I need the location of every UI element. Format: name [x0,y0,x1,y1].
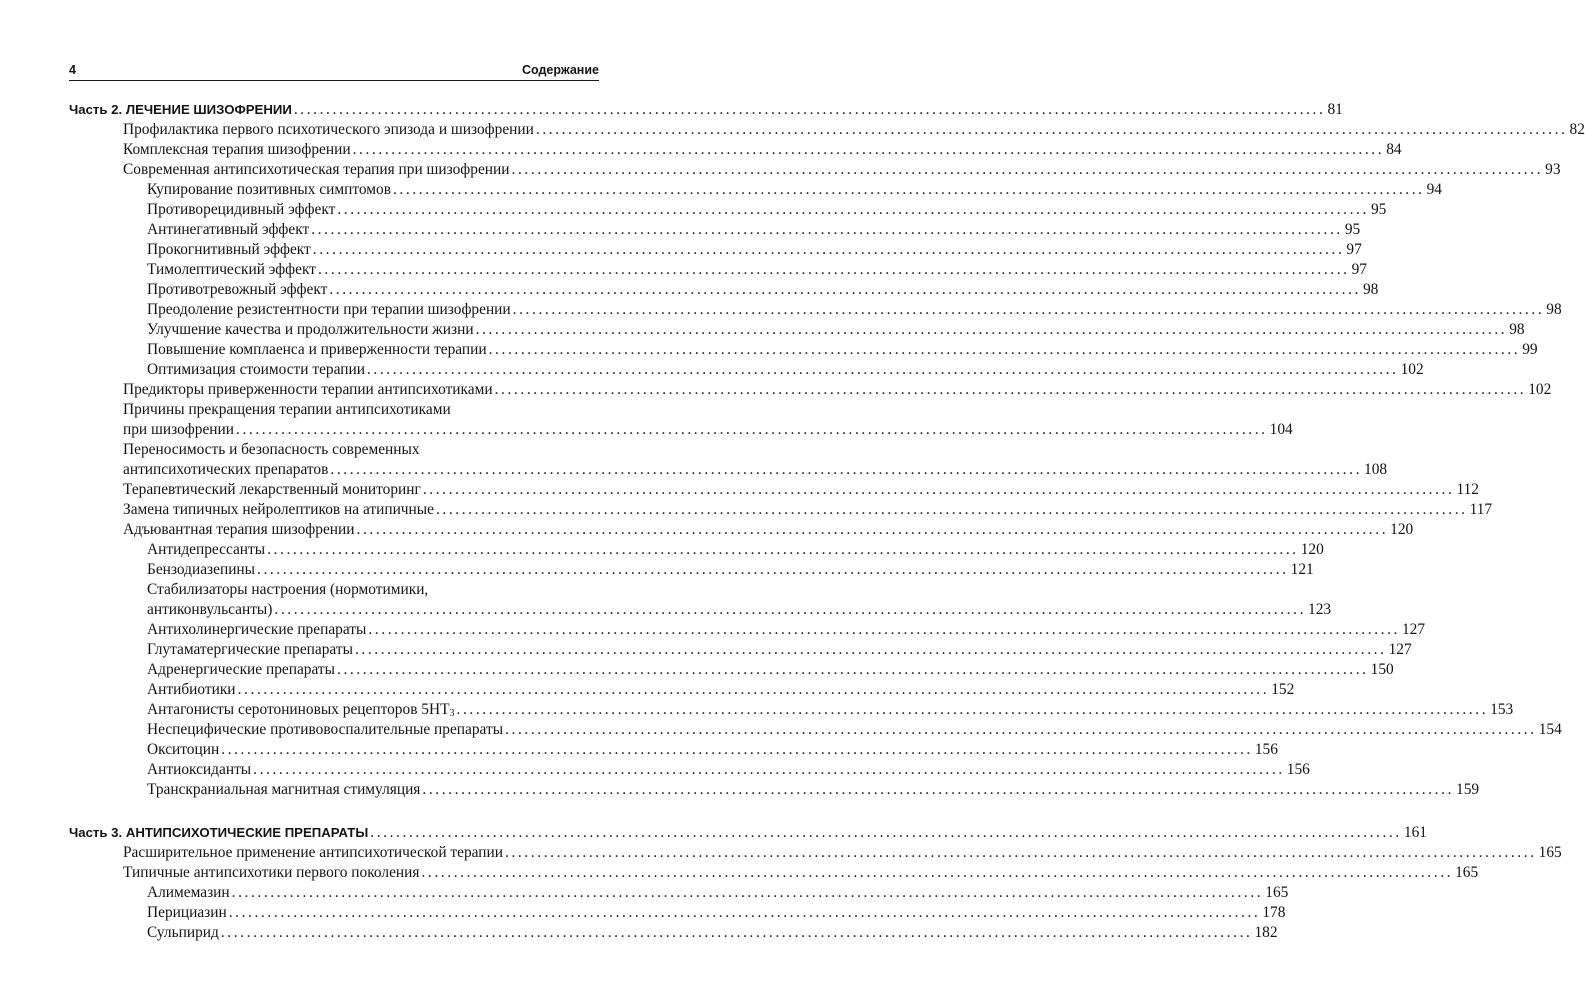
toc-subentry-title: Бензодиазепины [147,561,256,578]
toc-subentry[interactable] [69,300,1562,320]
toc-page: 121 [1290,561,1314,578]
toc-entry-title-continued: при шизофрении [123,421,234,438]
toc-entry[interactable] [69,160,1561,180]
toc-entry-title: Типичные антипсихотики первого поколения [123,864,420,881]
toc-subentry-title: Транскраниальная магнитная стимуляция [147,781,421,798]
toc-subentry-title [147,700,455,720]
toc-entry-title-continued: антипсихотических препаратов [123,461,329,478]
toc-page: 98 [1546,301,1562,318]
toc-subentry-title: Тимолептический эффект [147,261,316,278]
toc-page: 94 [1426,181,1442,198]
toc-page: 97 [1346,241,1362,258]
toc-subentry-title: Окситоцин [147,741,220,758]
toc-subentry-title: Адренергические препараты [147,661,335,678]
toc-page: 156 [1254,741,1278,758]
toc-entry[interactable] [69,843,1562,863]
toc-entry[interactable] [69,863,1479,883]
toc-subentry[interactable] [69,903,1286,923]
dot-leader: ................................................................................................................................................................ [435,501,1468,518]
toc-page: 93 [1545,161,1561,178]
toc-subentry[interactable] [69,680,1295,700]
dot-leader: ................................................................................................................................................................ [366,361,1399,378]
dot-leader: ................................................................................................................................................................ [494,381,1527,398]
toc-subentry-title: Антидепрессанты [147,541,266,558]
toc-page: 102 [1528,381,1552,398]
toc-page: 154 [1538,721,1562,738]
toc-entry[interactable] [69,380,1552,400]
toc-page: 108 [1364,461,1388,478]
toc-subentry[interactable] [69,640,1412,660]
toc-entry-first-line[interactable] [69,440,599,460]
toc-subentry[interactable] [69,320,1525,340]
toc-subentry[interactable] [69,200,1387,220]
toc-subentry[interactable] [69,720,1562,740]
toc-entry[interactable] [69,460,1388,480]
toc-subentry-title: Противорецидивный эффект [147,201,336,218]
toc-page: 152 [1271,681,1295,698]
dot-leader: ................................................................................................................................................................ [329,281,1361,298]
toc-page: 123 [1308,601,1332,618]
dot-leader: ................................................................................................................................................................ [488,341,1521,358]
toc-subentry[interactable] [69,780,1480,800]
table-of-contents [69,100,1585,943]
toc-subentry-title: Антибиотики [147,681,236,698]
dot-leader: ................................................................................................................................................................ [368,621,1400,638]
dot-leader: ................................................................................................................................................................ [312,241,1345,258]
page-number: 4 [69,63,76,77]
toc-page: 95 [1370,201,1387,218]
dot-leader: ................................................................................................................................................................ [231,884,1264,901]
dot-leader: ................................................................................................................................................................ [220,924,1253,941]
running-title: Содержание [521,63,599,77]
toc-subentry[interactable] [69,260,1367,280]
toc-part-title: Часть 2. ЛЕЧЕНИЕ ШИЗОФРЕНИИ [69,102,292,117]
toc-entry-title: Профилактика первого психотического эпизода и шизофрении [123,121,534,138]
toc-page: 165 [1538,844,1562,861]
toc-subentry[interactable] [69,660,1394,680]
toc-page: 178 [1262,904,1286,921]
toc-subentry-title: Преодоление резистентности при терапии шизофрении [147,301,511,318]
toc-subentry-title: Противотревожный эффект [147,281,328,298]
dot-leader: ................................................................................................................................................................ [535,121,1568,138]
dot-leader: ................................................................................................................................................................ [337,661,1369,678]
toc-subentry[interactable] [69,923,1278,943]
toc-entry[interactable] [69,500,1493,520]
toc-page: 156 [1286,761,1310,778]
toc-subentry[interactable] [69,180,1442,200]
toc-page: 153 [1490,701,1514,718]
toc-subentry-title: Алимемазин [147,884,230,901]
toc-entry[interactable] [69,520,1414,540]
toc-subentry-title: Неспецифические противовоспалительные препараты [147,721,504,738]
toc-subentry[interactable] [69,883,1289,903]
toc-subentry[interactable] [69,600,1332,620]
dot-leader: ................................................................................................................................................................ [456,701,1489,718]
toc-subentry[interactable] [69,560,1314,580]
toc-subentry[interactable] [69,620,1426,640]
subscript: 3 [449,708,455,719]
toc-subentry[interactable] [69,760,1310,780]
toc-subentry[interactable] [69,240,1362,260]
toc-entry[interactable] [69,140,1402,160]
toc-subentry-title: Купирование позитивных симптомов [147,181,391,198]
toc-page: 117 [1469,501,1493,518]
toc-page: 165 [1265,884,1289,901]
toc-subentry[interactable] [69,220,1361,240]
dot-leader: ................................................................................................................................................................ [311,221,1343,238]
toc-subentry-title: Сульпирид [147,924,219,941]
toc-entry-title: Переносимость и безопасность современных [123,441,420,458]
toc-entry-title: Комплексная терапия шизофрении [123,141,351,158]
toc-subentry[interactable] [69,700,1514,720]
toc-entry-title: Адъювантная терапия шизофрении [123,521,355,538]
dot-leader: ................................................................................................................................................................ [352,141,1385,158]
toc-page: 165 [1455,864,1479,881]
toc-page: 95 [1344,221,1361,238]
toc-page: 182 [1254,924,1278,941]
toc-entry-title: Расширительное применение антипсихотической терапии [123,844,504,861]
toc-subentry-title: Перициазин [147,904,227,921]
toc-page: 98 [1362,281,1379,298]
toc-entry-title: Замена типичных нейролептиков на атипичные [123,501,434,518]
toc-page: 161 [1403,824,1427,841]
toc-entry-first-line[interactable] [69,400,599,420]
dot-leader: ................................................................................................................................................................ [511,161,1544,178]
toc-part-title: Часть 3. АНТИПСИХОТИЧЕСКИЕ ПРЕПАРАТЫ [69,825,369,840]
dot-leader: ................................................................................................................................................................ [257,561,1289,578]
toc-entry-title: Причины прекращения терапии антипсихотиками [123,401,451,418]
dot-leader: ................................................................................................................................................................ [392,181,1425,198]
toc-entry[interactable] [69,480,1479,500]
dot-leader: ................................................................................................................................................................ [356,521,1389,538]
toc-part[interactable] [69,100,1343,120]
dot-leader: ................................................................................................................................................................ [237,681,1270,698]
toc-subentry-title: Оптимизация стоимости терапии [147,361,365,378]
dot-leader: ................................................................................................................................................................ [422,481,1455,498]
toc-subentry-title: Стабилизаторы настроения (нормотимики, [147,581,429,598]
header-rule [69,80,599,81]
toc-page: 82 [1569,121,1585,138]
dot-leader: ................................................................................................................................................................ [274,601,1307,618]
toc-page: 104 [1269,421,1293,438]
toc-page: 127 [1401,621,1426,638]
toc-page: 81 [1327,101,1343,118]
toc-subentry-title: Антиоксиданты [147,761,252,778]
toc-page: 112 [1456,481,1479,498]
toc-page: 150 [1370,661,1394,678]
toc-page: 120 [1300,541,1324,558]
dot-leader: ................................................................................................................................................................ [317,261,1350,278]
dot-leader: ................................................................................................................................................................ [330,461,1363,478]
dot-leader: ................................................................................................................................................................ [267,541,1299,558]
toc-subentry-title-main: Антагонисты серотониновых рецепторов 5HT [147,701,450,718]
dot-leader: ................................................................................................................................................................ [422,781,1455,798]
toc-subentry-title: Глутаматергические препараты [147,641,353,658]
toc-entry-title: Терапевтический лекарственный мониторинг [123,481,421,498]
dot-leader: ................................................................................................................................................................ [337,201,1369,218]
toc-page: 120 [1390,521,1414,538]
toc-subentry-first-line[interactable] [69,580,599,600]
toc-subentry-title: Антинегативный эффект [147,221,310,238]
running-header [69,63,599,79]
toc-subentry-title: Улучшение качества и продолжительности жизни [147,321,474,338]
dot-leader: ................................................................................................................................................................ [221,741,1253,758]
dot-leader: ................................................................................................................................................................ [421,864,1454,881]
dot-leader: ................................................................................................................................................................ [505,721,1537,738]
toc-subentry[interactable] [69,540,1324,560]
toc-entry-title: Современная антипсихотическая терапия при шизофрении [123,161,510,178]
toc-entry[interactable] [69,120,1585,140]
dot-leader: ................................................................................................................................................................ [228,904,1261,921]
toc-entry[interactable] [69,420,1293,440]
toc-subentry[interactable] [69,360,1424,380]
toc-part[interactable] [69,823,1427,843]
dot-leader: ................................................................................................................................................................ [253,761,1285,778]
toc-page: 98 [1509,321,1525,338]
toc-subentry-title: Повышение комплаенса и приверженности терапии [147,341,487,358]
toc-subentry[interactable] [69,280,1379,300]
toc-page: 102 [1400,361,1424,378]
toc-subentry-title: Прокогнитивный эффект [147,241,311,258]
dot-leader: ................................................................................................................................................................ [475,321,1508,338]
dot-leader: ................................................................................................................................................................ [370,824,1402,841]
dot-leader: ................................................................................................................................................................ [293,101,1326,118]
toc-subentry-title: Антихолинергические препараты [147,621,367,638]
toc-entry-title: Предикторы приверженности терапии антипсихотиками [123,381,493,398]
toc-page: 99 [1522,341,1538,358]
toc-subentry-title-continued: антиконвульсанты) [147,601,273,618]
dot-leader: ................................................................................................................................................................ [354,641,1387,658]
toc-page: 84 [1386,141,1402,158]
toc-subentry[interactable] [69,740,1278,760]
dot-leader: ................................................................................................................................................................ [512,301,1545,318]
dot-leader: ................................................................................................................................................................ [236,421,1268,438]
toc-page: 159 [1456,781,1480,798]
toc-page: 97 [1351,261,1367,278]
toc-page: 127 [1388,641,1412,658]
toc-subentry[interactable] [69,340,1538,360]
dot-leader: ................................................................................................................................................................ [505,844,1537,861]
